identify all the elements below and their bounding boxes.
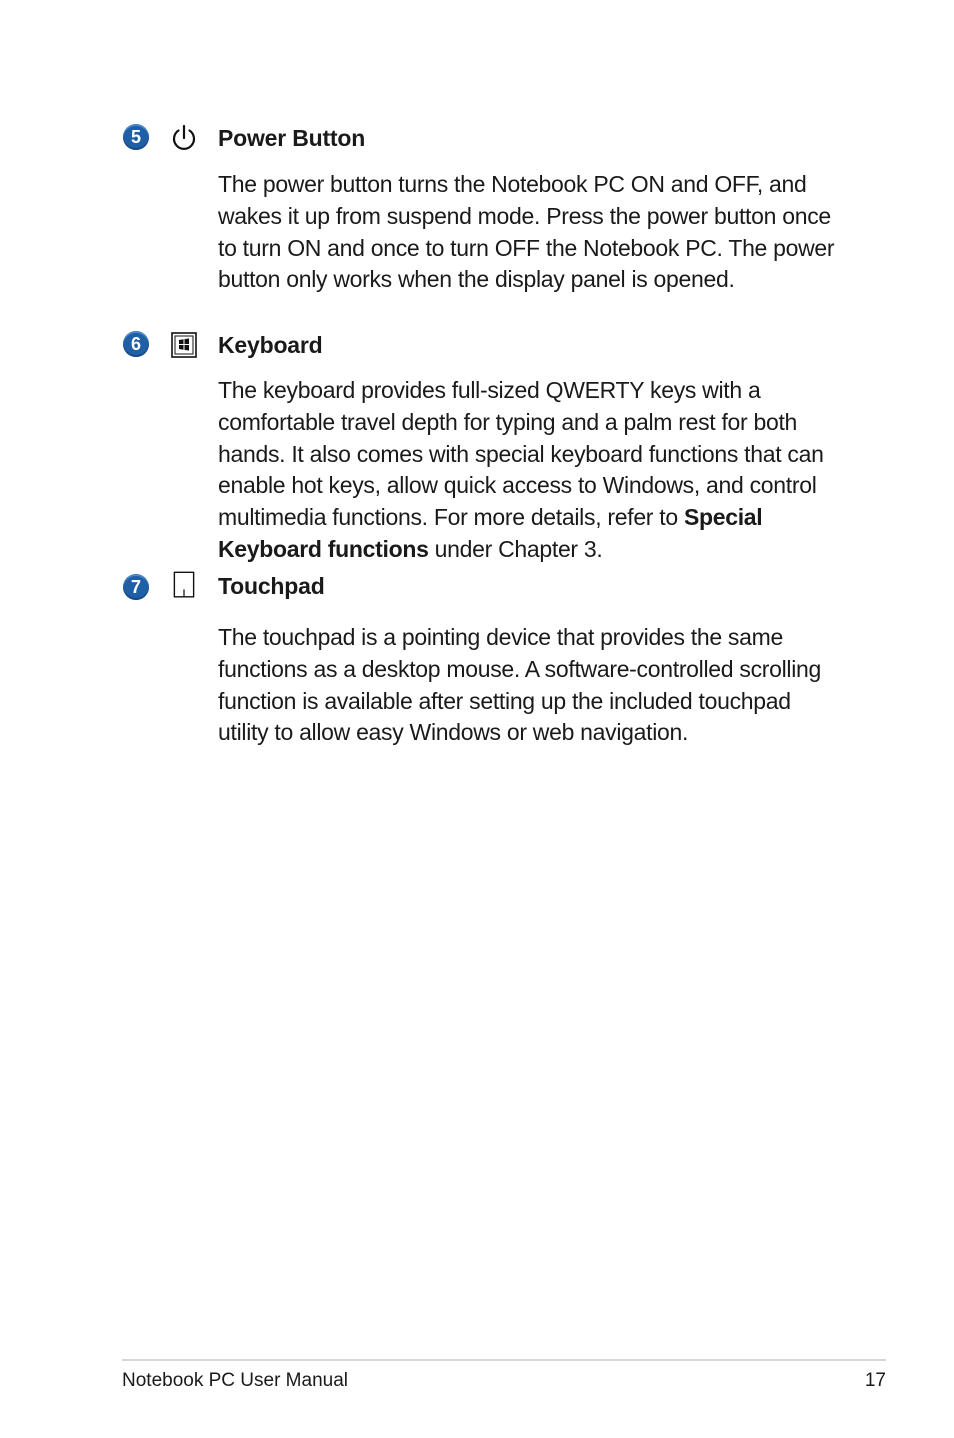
item-description-text: The power button turns the Notebook PC ON and OFF, and wakes it up from suspend mode. Press the power button once to turn ON and once to turn OFF the Notebook PC. The power button only works when the display panel is opened.: [218, 171, 835, 293]
item-title: Power Button: [218, 125, 366, 151]
item-description: [218, 375, 838, 566]
item-number-badge: 5: [123, 124, 149, 150]
item-description-text: [218, 375, 838, 566]
description-tail: under Chapter 3.: [428, 535, 603, 562]
item-number-badge: 6: [123, 331, 149, 357]
touchpad-icon: [170, 571, 198, 599]
footer-manual-title: Notebook PC User Manual: [122, 1370, 348, 1391]
item-description: [218, 622, 838, 749]
page-number: 17: [864, 1370, 886, 1391]
item-description-text: The touchpad is a pointing device that provides the same functions as a desktop mouse. A software-controlled scrolling function is available after setting up the included touchpad utility to allow easy Windows or web navigation.: [218, 624, 822, 746]
item-title: Touchpad: [218, 573, 325, 599]
special-keyboard-functions-reference: Special Keyboard functions: [218, 504, 763, 562]
item-number-badge: 7: [123, 574, 149, 600]
item-description: [218, 169, 838, 296]
keyboard-icon: [170, 331, 198, 359]
footer-divider: [122, 1359, 886, 1361]
description-text: The keyboard provides full-sized QWERTY keys with a comfortable travel depth for typing and a palm rest for both hands. It also comes with special keyboard functions that can enable hot keys, allow quick access to Windows, and control multimedia functions. For more details, refer to: [218, 377, 824, 531]
power-icon: [170, 124, 198, 152]
item-title: Keyboard: [218, 332, 323, 358]
